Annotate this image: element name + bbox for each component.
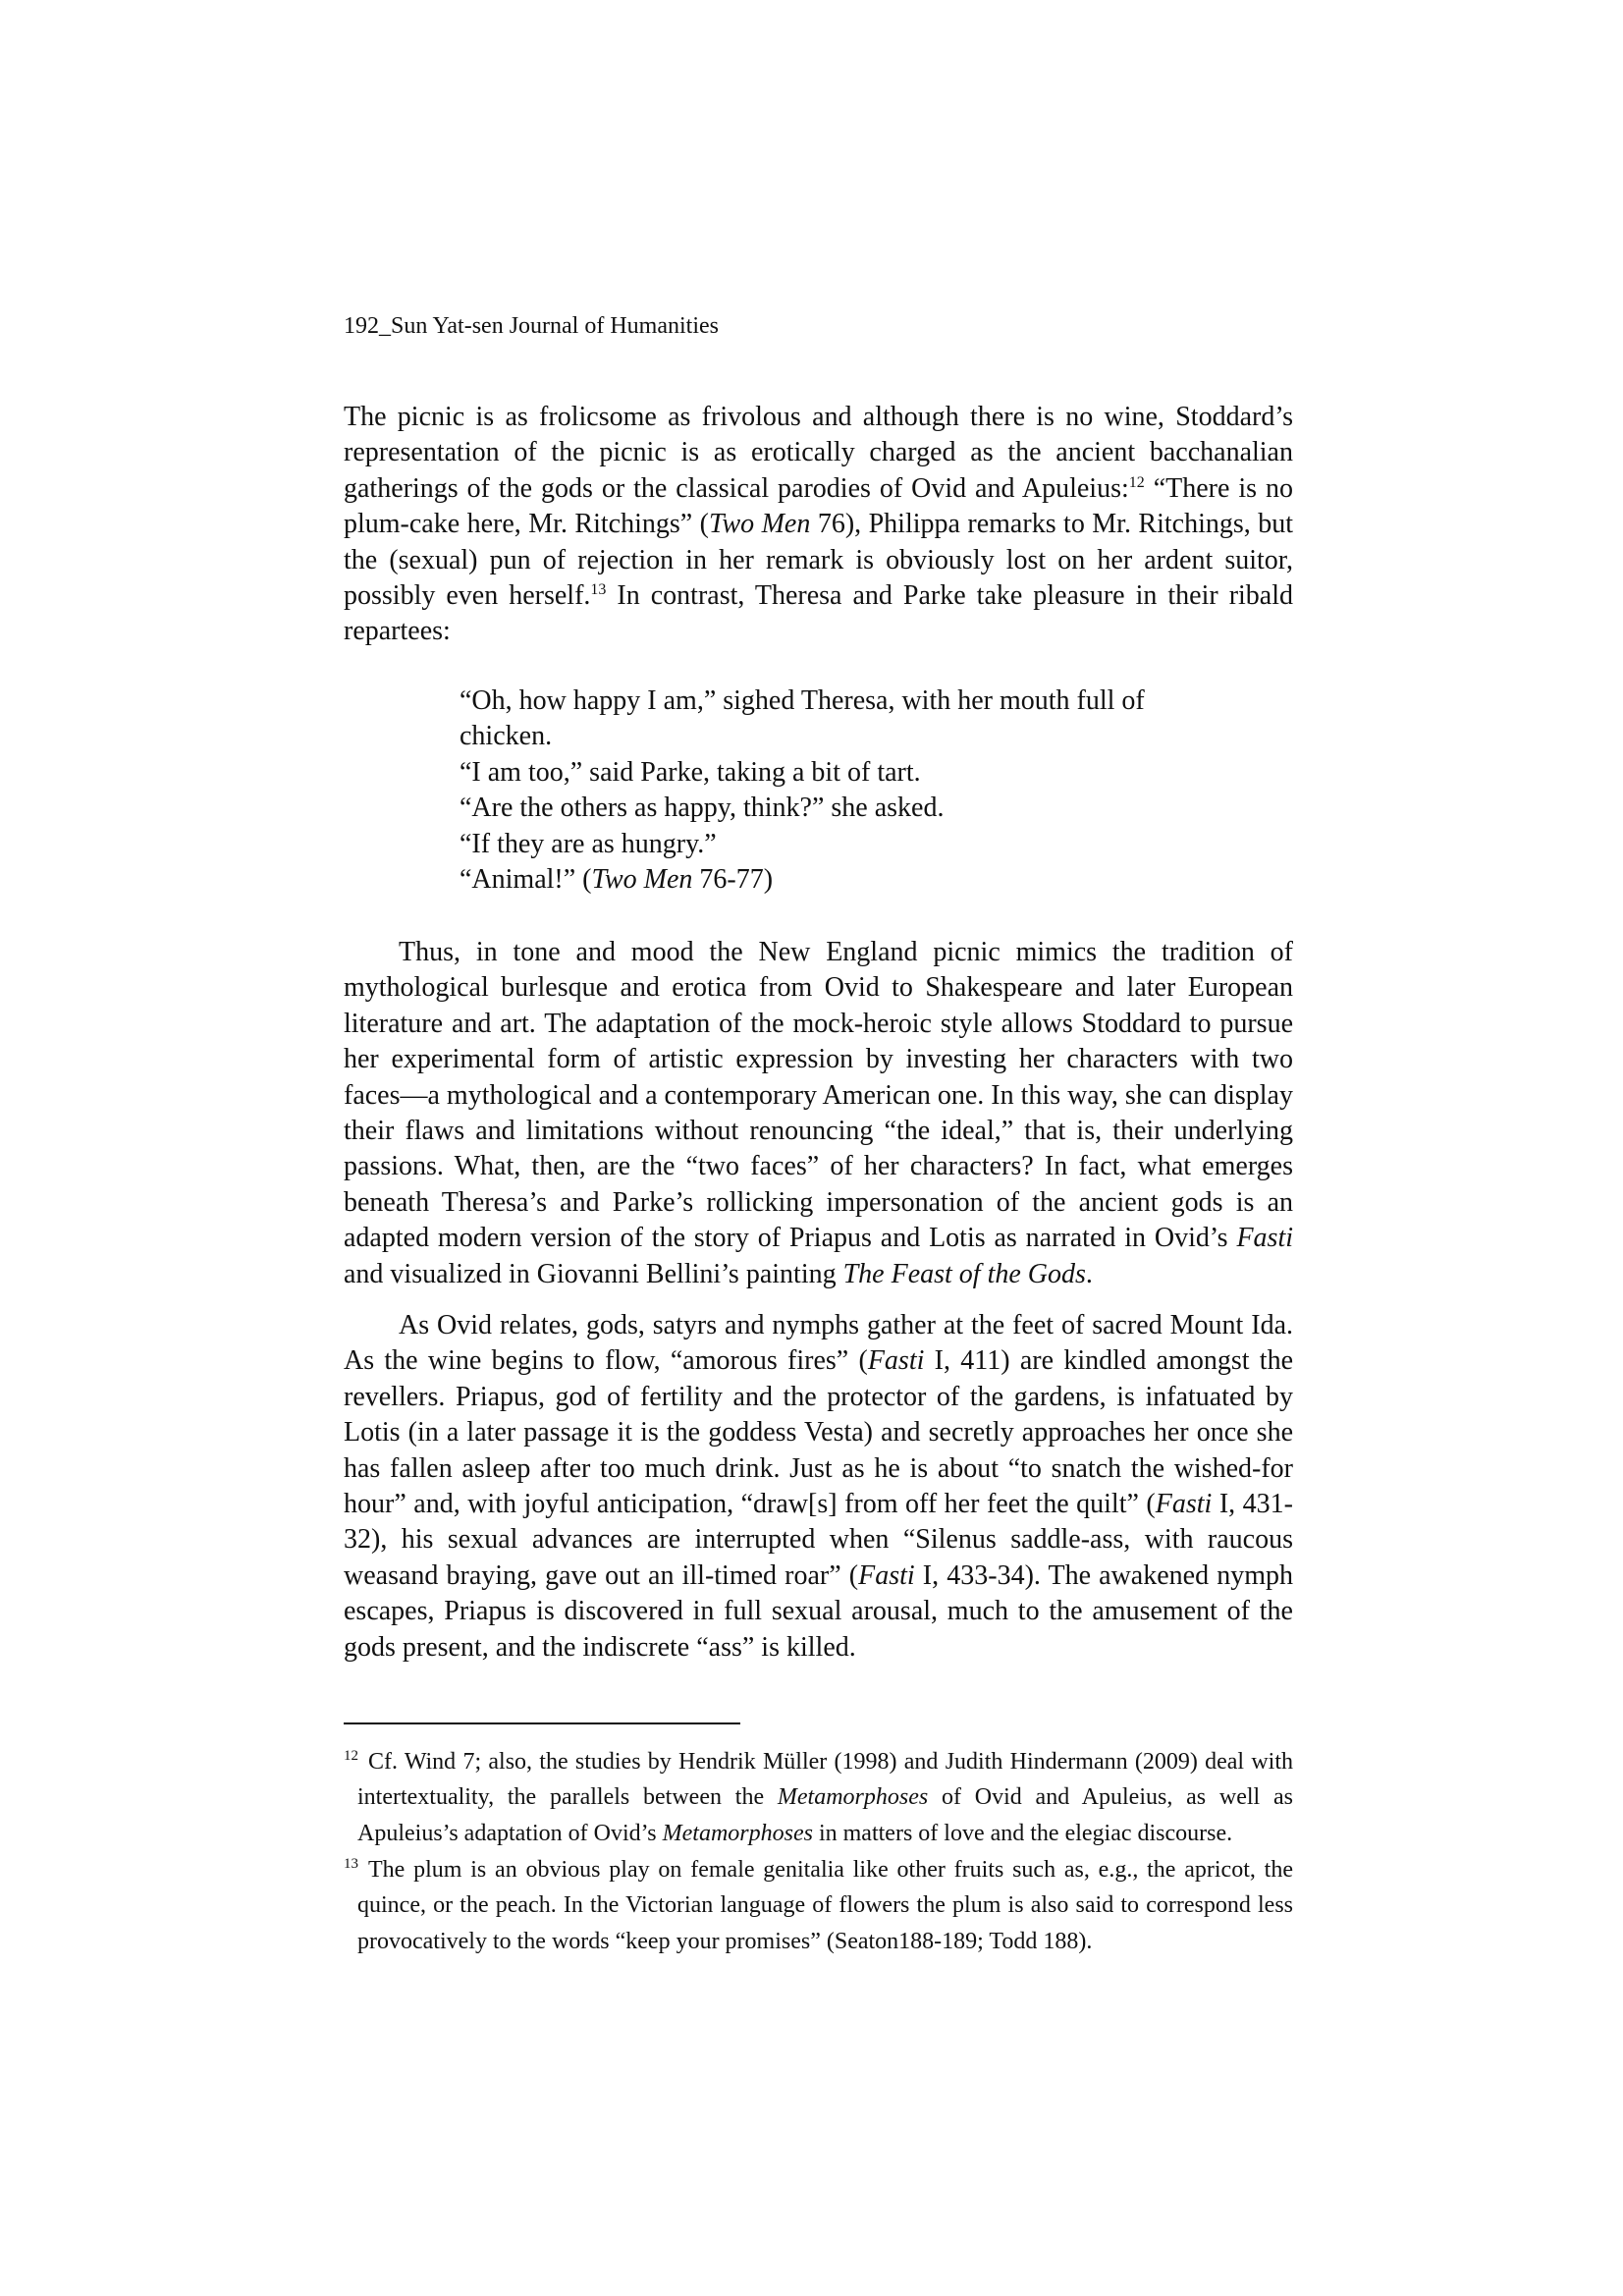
paragraph-1 [344, 400, 1293, 650]
quote-line-5-a: “Animal!” ( [460, 864, 592, 896]
painting-title: The Feast of the Gods [842, 1258, 1086, 1289]
metamorphoses-title: Metamorphoses [662, 1820, 813, 1846]
paragraph-2-text-c: . [1085, 1258, 1093, 1289]
running-head: 192_Sun Yat-sen Journal of Humanities [344, 313, 719, 339]
paragraph-2 [344, 935, 1293, 1292]
fasti-title: Fasti [1236, 1223, 1293, 1254]
paragraph-1-text-c: 76), Philippa remarks to Mr. Ritchings, but the (sexual) pun of rejection in her remark is obviously lost on her ardent suitor, possibly even herself. [344, 509, 1293, 612]
block-quote [460, 683, 1217, 898]
work-title: Two Men [708, 509, 811, 540]
paragraph-3-text-c: I, 431-32), his sexual advances are interrupted when “Silenus saddle-ass, with raucous weasand braying, gave out an ill-timed roar” ( [344, 1489, 1293, 1591]
footnote-12-text-b: of Ovid and Apuleius, as well as Apuleius’s adaptation of Ovid’s [357, 1784, 1293, 1846]
metamorphoses-title: Metamorphoses [777, 1784, 929, 1811]
footnote-ref-12[interactable]: 12 [1128, 473, 1145, 491]
fasti-title: Fasti [1155, 1489, 1213, 1520]
paragraph-3-text-a: As Ovid relates, gods, satyrs and nymphs gather at the feet of sacred Mount Ida. As the wine begins to flow, “amorous fires” ( [344, 1310, 1293, 1377]
footnote-13-text: The plum is an obvious play on female genitalia like other fruits such as, e.g., the apricot, the quince, or the peach. In the Victorian language of flowers the plum is also said to correspond less provocatively to the words “keep your promises” (Seaton188-189; Todd 188). [357, 1857, 1293, 1954]
quote-line-1: “Oh, how happy I am,” sighed Theresa, with her mouth full of chicken. [460, 685, 1145, 752]
quote-line-2: “I am too,” said Parke, taking a bit of tart. [460, 756, 921, 788]
paragraph-3-text-b: I, 411) are kindled amongst the revellers. Priapus, god of fertility and the protector of the gardens, is infatuated by Lotis (in a later passage it is the goddess Vesta) and secretly approaches her once she has fallen asleep after too much drink. Just as he is about “to snatch the wished-for hour” and, with joyful anticipation, “draw[s] from off her feet the quilt” ( [344, 1345, 1293, 1520]
fasti-title: Fasti [858, 1559, 915, 1591]
quote-work-title: Two Men [591, 864, 693, 896]
quote-line-5 [460, 862, 1217, 898]
quote-line-4: “If they are as hungry.” [460, 828, 717, 859]
footnote-ref-13[interactable]: 13 [590, 581, 607, 599]
footnote-12-text-a: Cf. Wind 7; also, the studies by Hendrik Müller (1998) and Judith Hindermann (2009) deal with intertextuality, the parallels between the [357, 1749, 1293, 1811]
paragraph-3 [344, 1308, 1293, 1666]
paragraph-2-text-a: Thus, in tone and mood the New England picnic mimics the tradition of mythological burlesque and erotica from Ovid to Shakespeare and later European literature and art. The adaptation of the mock-heroic style allows Stoddard to pursue her experimental form of artistic expression by investing her characters with two faces—a mythological and a contemporary American one. In this way, she can display their flaws and limitations without renouncing “the ideal,” that is, their underlying passions. What, then, are the “two faces” of her characters? In fact, what emerges beneath Theresa’s and Parke’s rollicking impersonation of the ancient gods is an adapted modern version of the story of Priapus and Lotis as narrated in Ovid’s [344, 937, 1293, 1254]
quote-line-5-b: 76-77) [692, 864, 774, 896]
paragraph-1-text-b: “There is no plum-cake here, Mr. Ritchings” ( [344, 472, 1294, 540]
footnote-12-text-c: in matters of love and the elegiac discourse. [812, 1820, 1233, 1846]
footnote-divider [344, 1722, 740, 1724]
paragraph-1-text-a: The picnic is as frolicsome as frivolous and although there is no wine, Stoddard’s representation of the picnic is as erotically charged as the ancient bacchanalian gatherings of the gods or the classical parodies of Ovid and Apuleius: [344, 402, 1293, 504]
footnote-12 [344, 1744, 1293, 1851]
quote-line-3: “Are the others as happy, think?” she asked. [460, 793, 945, 824]
footnote-12-mark: 12 [344, 1748, 358, 1764]
footnote-13 [344, 1852, 1293, 1959]
paragraph-3-text-d: I, 433-34). The awakened nymph escapes, Priapus is discovered in full sexual arousal, much to the amusement of the gods present, and the indiscrete “ass” is killed. [344, 1559, 1293, 1663]
paragraph-1-text-d: In contrast, Theresa and Parke take pleasure in their ribald repartees: [344, 580, 1294, 647]
footnote-13-mark: 13 [344, 1856, 358, 1872]
paragraph-2-text-b: and visualized in Giovanni Bellini’s painting [344, 1258, 843, 1289]
fasti-title: Fasti [867, 1345, 925, 1377]
